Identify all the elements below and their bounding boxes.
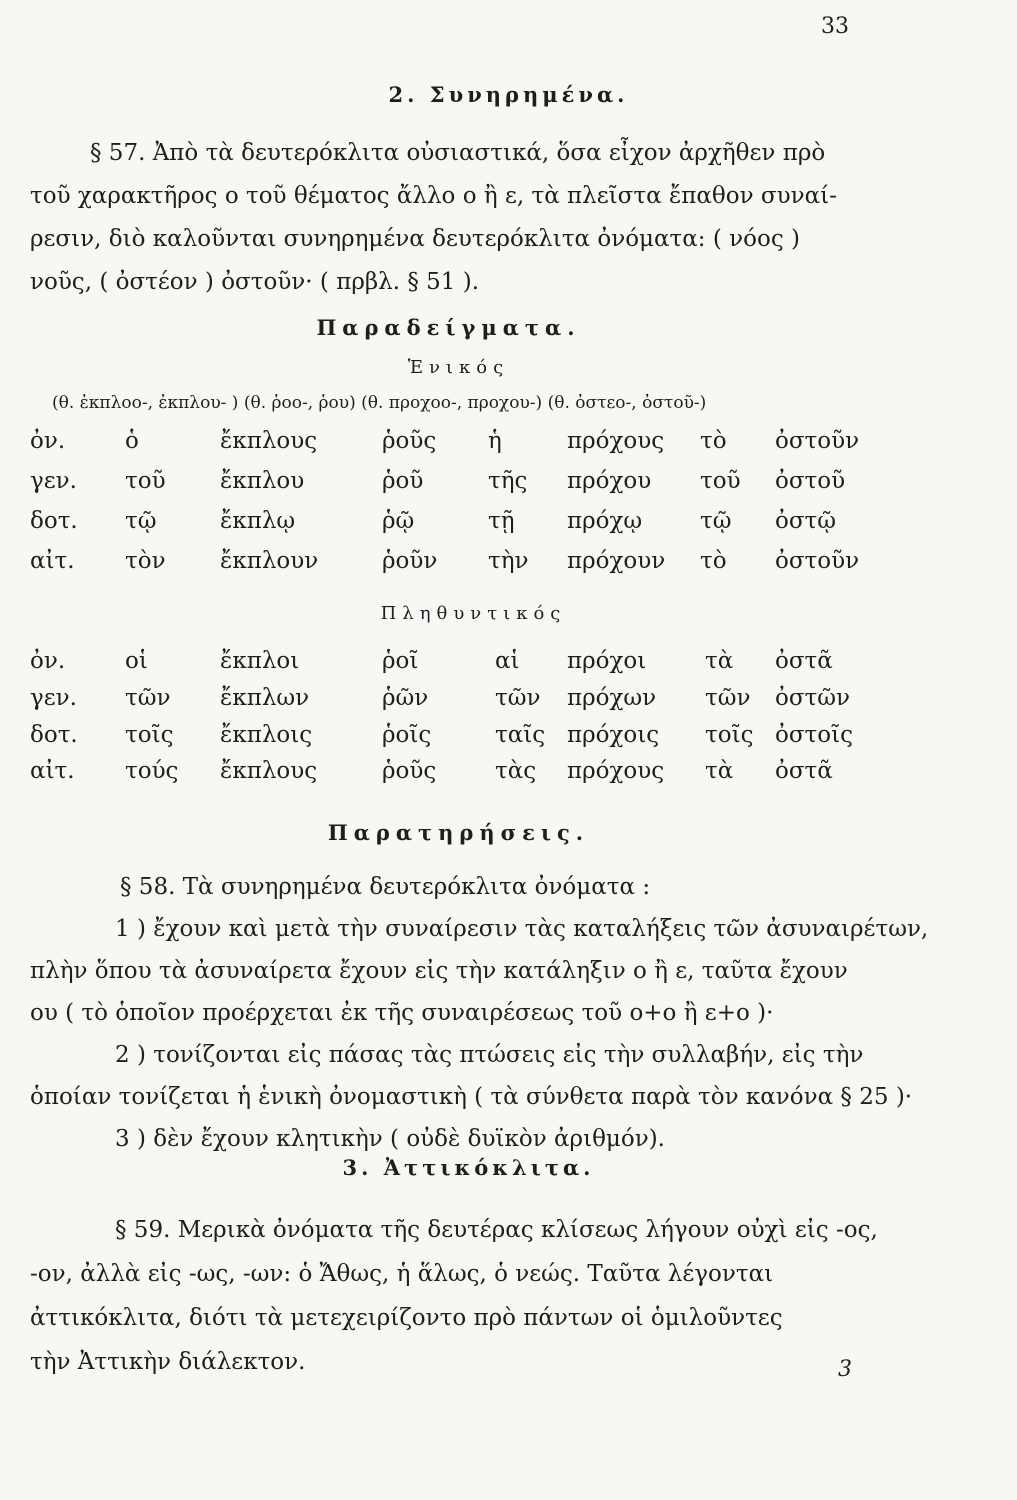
article: τῷ [700, 508, 732, 534]
form: ῥῶν [382, 685, 429, 711]
form: ἔκπλους [220, 758, 318, 784]
form: ὀστοῦ [775, 468, 846, 494]
remarks-line-5: 2 ) τονίζονται εἰς πάσας τὰς πτώσεις εἰς τὴν συλλαβήν, εἰς τὴν [115, 1042, 864, 1068]
form: ῥοῦν [382, 548, 438, 574]
form: ῥοῖς [382, 722, 432, 748]
case-label: δοτ. [30, 722, 78, 748]
section-2-title: 2. Συνηρημένα. [388, 82, 629, 107]
form: ὀστῷ [775, 508, 837, 534]
form: ἔκπλου [220, 468, 305, 494]
form: ὀστᾶ [775, 648, 833, 674]
article: τοῖς [705, 722, 754, 748]
article: τῶν [705, 685, 751, 711]
singular-title: Ἑνικός [407, 357, 510, 378]
para59-line-3: ἀττικόκλιτα, διότι τὰ μετεχειρίζοντο πρὸ πάντων οἱ ὁμιλοῦντες [30, 1305, 783, 1331]
case-label: γεν. [30, 685, 77, 711]
remarks-title: Παρατηρήσεις. [327, 820, 590, 845]
form: πρόχους [567, 758, 665, 784]
form: ὀστοῦν [775, 548, 860, 574]
para57-line-1: § 57. Ἀπὸ τὰ δευτερόκλιτα οὐσιαστικά, ὅσα εἶχον ἀρχῆθεν πρὸ [90, 140, 826, 166]
article: τῷ [125, 508, 157, 534]
article: τοῦ [125, 468, 166, 494]
paragraph-59 [30, 1208, 890, 1384]
form: πρόχους [567, 428, 665, 454]
case-label: αἰτ. [30, 548, 75, 574]
form: ὀστῶν [775, 685, 851, 711]
para57-line-4: νοῦς, ( ὀστέον ) ὀστοῦν· ( πρβλ. § 51 ). [30, 269, 480, 295]
para57-line-2: τοῦ χαρακτῆρος ο τοῦ θέματος ἄλλο ο ἢ ε, τὰ πλεῖστα ἔπαθον συναί- [30, 183, 837, 209]
form: ἔκπλους [220, 428, 318, 454]
para57-line-3: ρεσιν, διὸ καλοῦνται συνηρημένα δευτερόκλιτα ὀνόματα: ( νόος ) [30, 226, 800, 252]
page-number: 33 [821, 14, 849, 39]
article: ὁ [125, 428, 139, 454]
form: ἔκπλοις [220, 722, 313, 748]
plural-title: Πληθυντικός [380, 603, 567, 624]
remarks-line-2: 1 ) ἔχουν καὶ μετὰ τὴν συναίρεσιν τὰς καταλήξεις τῶν ἀσυναιρέτων, [115, 916, 929, 942]
article: τοῖς [125, 722, 174, 748]
stems-line: (θ. ἐκπλοο-, ἐκπλου- ) (θ. ῥοο-, ῥου) (θ. προχοο-, προχου-) (θ. ὀστεο-, ὀστοῦ-) [52, 393, 707, 413]
article: τὸ [700, 548, 727, 574]
article: αἱ [495, 648, 520, 674]
paragraph-57 [30, 132, 890, 304]
remarks-line-7: 3 ) δὲν ἔχουν κλητικὴν ( οὐδὲ δυϊκὸν ἀριθμόν). [115, 1126, 665, 1152]
remarks-line-3: πλὴν ὅπου τὰ ἀσυναίρετα ἔχουν εἰς τὴν κατάληξιν ο ἢ ε, ταῦτα ἔχουν [30, 958, 848, 984]
form: ἔκπλουν [220, 548, 319, 574]
article: ταῖς [495, 722, 546, 748]
article: ἡ [488, 428, 502, 454]
form: ὀστᾶ [775, 758, 833, 784]
article: τῆς [488, 468, 528, 494]
remarks-paragraph [30, 866, 929, 1160]
signature-mark: 3 [838, 1357, 852, 1382]
form: ῥοῖ [382, 648, 419, 674]
article: τὰ [705, 648, 734, 674]
case-label: ὀν. [30, 648, 66, 674]
article: τῶν [125, 685, 171, 711]
form: ῥοῦς [382, 428, 437, 454]
remarks-line-4: ου ( τὸ ὁποῖον προέρχεται ἐκ τῆς συναιρέσεως τοῦ ο+ο ἢ ε+ο )· [30, 1000, 774, 1026]
remarks-line-1: § 58. Τὰ συνηρημένα δευτερόκλιτα ὀνόματα : [120, 874, 651, 900]
form: ἔκπλῳ [220, 508, 296, 534]
remarks-line-6: ὁποίαν τονίζεται ἡ ἑνικὴ ὀνομαστικὴ ( τὰ σύνθετα παρὰ τὸν κανόνα § 25 )· [30, 1084, 913, 1110]
article: τοῦ [700, 468, 741, 494]
form: πρόχων [567, 685, 657, 711]
form: ῥῷ [382, 508, 415, 534]
article: τὸν [125, 548, 166, 574]
article: τὴν [488, 548, 529, 574]
case-label: αἰτ. [30, 758, 75, 784]
article: τὰ [705, 758, 734, 784]
case-label: δοτ. [30, 508, 78, 534]
examples-title: Παραδείγματα. [316, 315, 581, 340]
form: ῥοῦ [382, 468, 424, 494]
case-label: ὀν. [30, 428, 66, 454]
form: ἔκπλων [220, 685, 310, 711]
form: ἔκπλοι [220, 648, 300, 674]
form: ὀστοῦν [775, 428, 860, 454]
article: τῶν [495, 685, 541, 711]
form: ὀστοῖς [775, 722, 854, 748]
form: πρόχουν [567, 548, 666, 574]
form: πρόχῳ [567, 508, 643, 534]
article: τὰς [495, 758, 537, 784]
form: πρόχου [567, 468, 652, 494]
article: οἱ [125, 648, 148, 674]
para59-line-4: τὴν Ἀττικὴν διάλεκτον. [30, 1349, 306, 1375]
article: τούς [125, 758, 179, 784]
section-3-title: 3. Ἀττικόκλιτα. [342, 1155, 595, 1180]
form: πρόχοις [567, 722, 660, 748]
para59-line-2: -ον, ἀλλὰ εἰς -ως, -ων: ὁ Ἄθως, ἡ ἅλως, ὁ νεώς. Ταῦτα λέγονται [30, 1261, 774, 1287]
form: ῥοῦς [382, 758, 437, 784]
case-label: γεν. [30, 468, 77, 494]
form: πρόχοι [567, 648, 647, 674]
para59-line-1: § 59. Μερικὰ ὀνόματα τῆς δευτέρας κλίσεως λήγουν οὐχὶ εἰς -ος, [115, 1217, 878, 1243]
article: τῇ [488, 508, 515, 534]
article: τὸ [700, 428, 727, 454]
